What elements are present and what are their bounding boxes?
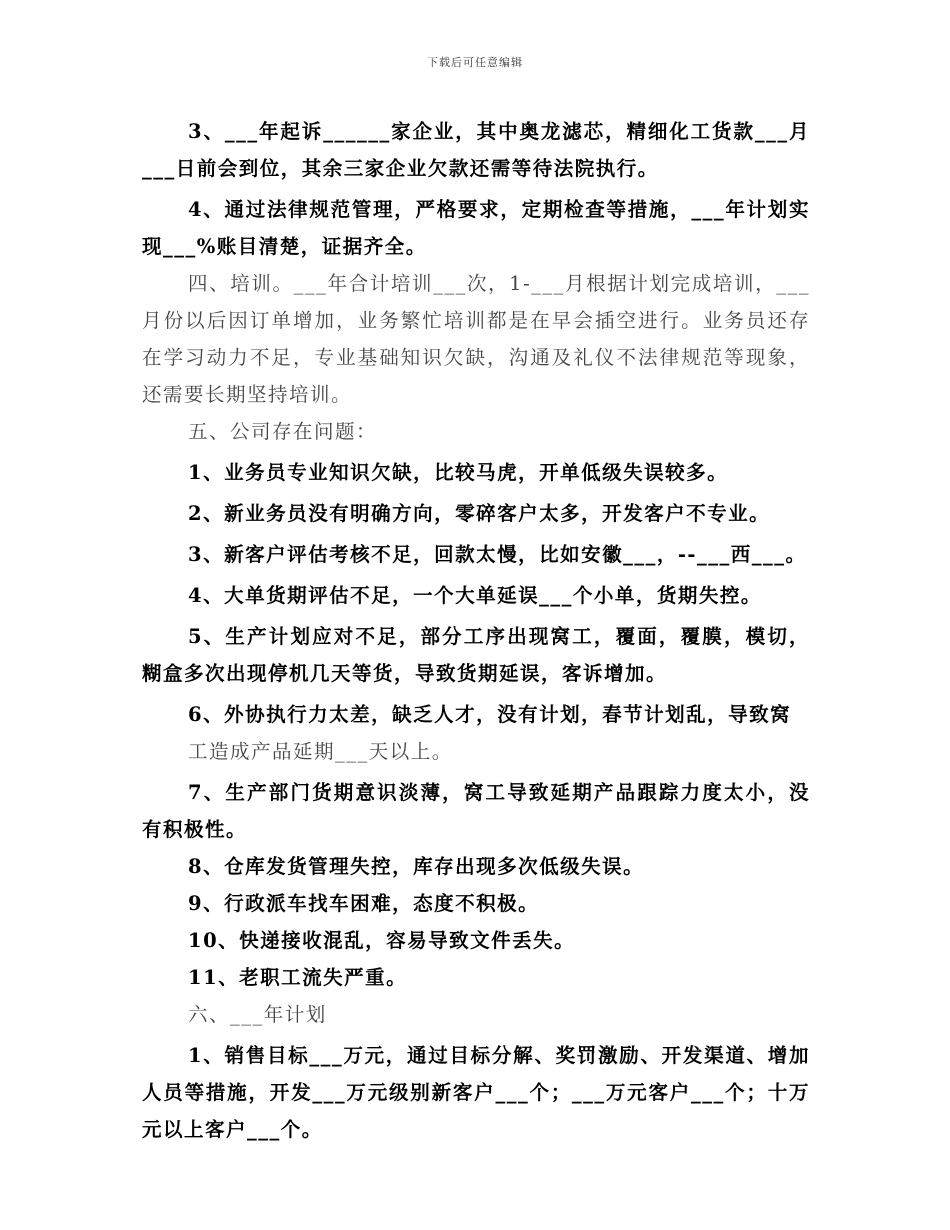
- section-heading-plan: 六、___年计划: [188, 1003, 327, 1026]
- page-header: 下载后可任意编辑: [427, 56, 523, 69]
- problem-item-1: 1、业务员专业知识欠缺，比较马虎，开单低级失误较多。: [188, 461, 729, 484]
- paragraph-legal-management: 4、通过法律规范管理，严格要求，定期检查等措施，___年计划实现___%账目清楚，证据齐全。: [142, 198, 810, 258]
- section-heading-problems: 五、公司存在问题：: [188, 420, 378, 443]
- plan-item-1: 1、销售目标___万元，通过目标分解、奖罚激励、开发渠道、增加人员等措施，开发___万元级别新客户___个；___万元客户___个；十万元以上客户___个。: [142, 1044, 810, 1141]
- problem-item-6-continued: 工造成产品延期___天以上。: [188, 740, 453, 763]
- problem-item-6: 6、外协执行力太差，缺乏人才，没有计划，春节计划乱，导致窝: [188, 703, 792, 726]
- paragraph-training: 四、培训。___年合计培训___次，1-___月根据计划完成培训，___月份以后因订单增加，业务繁忙培训都是在早会插空进行。业务员还存在学习动力不足，专业基础知识欠缺，沟通及礼仪不法律规范等现象，还需要长期坚持培训。: [142, 272, 810, 406]
- problem-item-4: 4、大单货期评估不足，一个大单延误___个小单，货期失控。: [188, 584, 762, 607]
- document-body: [142, 113, 810, 1148]
- problem-item-10: 10、快递接收混乱，容易导致文件丢失。: [188, 929, 576, 952]
- problem-item-8: 8、仓库发货管理失控，库存出现多次低级失误。: [188, 855, 645, 878]
- problem-item-3: 3、新客户评估考核不足，回款太慢，比如安徽___，--___西___。: [188, 543, 807, 566]
- problem-item-2: 2、新业务员没有明确方向，零碎客户太多，开发客户不专业。: [188, 502, 771, 525]
- problem-item-11: 11、老职工流失严重。: [188, 966, 408, 989]
- problem-item-5: 5、生产计划应对不足，部分工序出现窝工，覆面，覆膜，模切，糊盒多次出现停机几天等货，导致货期延误，客诉增加。: [142, 625, 810, 685]
- problem-item-7: 7、生产部门货期意识淡薄，窝工导致延期产品跟踪力度太小，没有积极性。: [142, 781, 810, 841]
- problem-item-9: 9、行政派车找车困难，态度不积极。: [188, 892, 540, 915]
- paragraph-lawsuit: 3、___年起诉______家企业，其中奥龙滤芯，精细化工货款___月___日前会到位，其余三家企业欠款还需等待法院执行。: [142, 120, 810, 180]
